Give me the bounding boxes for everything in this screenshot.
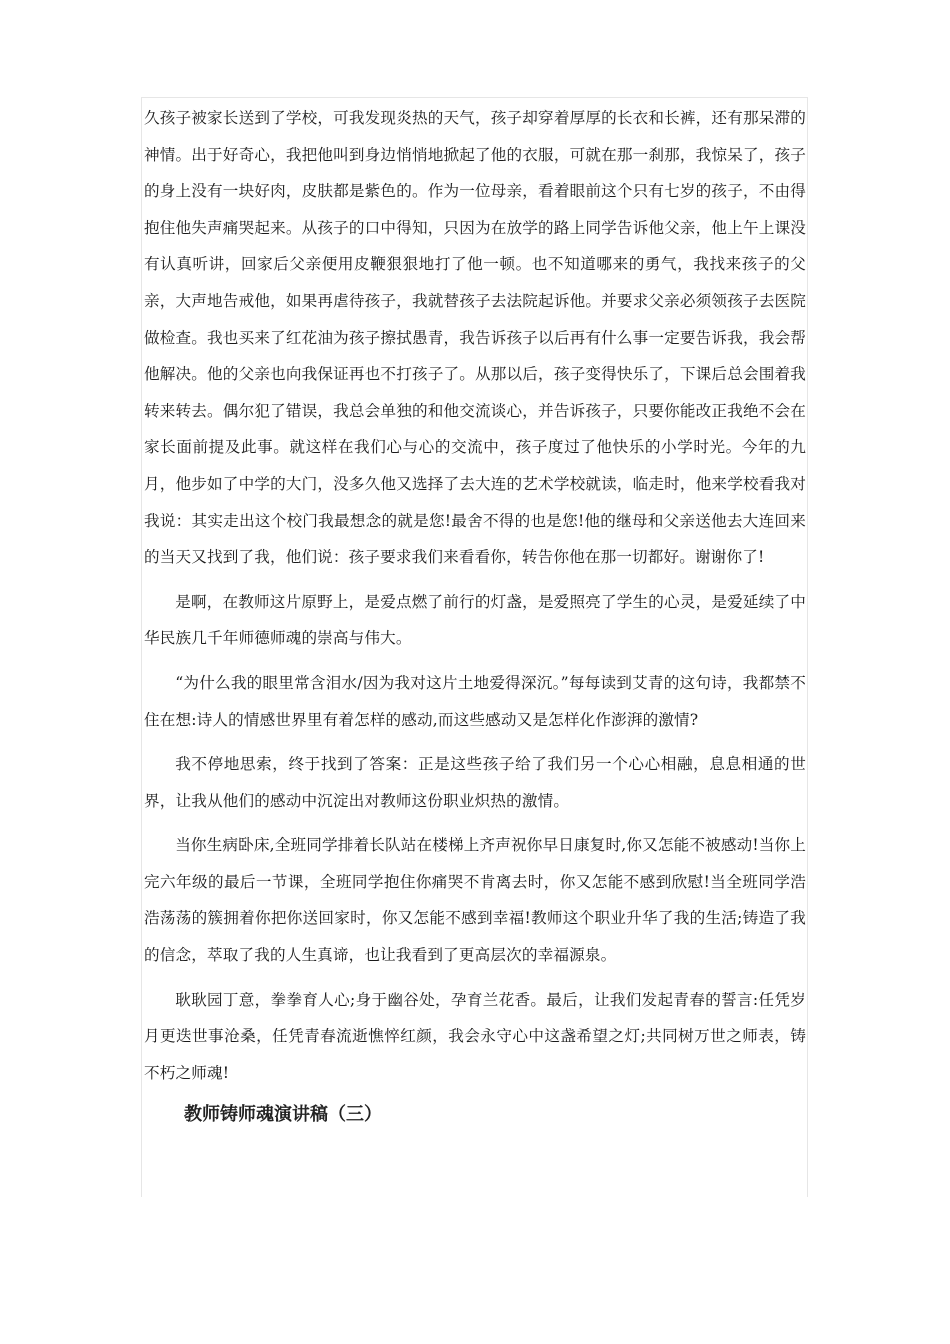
section-heading: 教师铸师魂演讲稿（三） [184, 1104, 382, 1126]
paragraph-1: 久孩子被家长送到了学校，可我发现炎热的天气，孩子却穿着厚厚的长衣和长裤，还有那呆滞的神情。出于好奇心，我把他叫到身边悄悄地掀起了他的衣服，可就在那一刹那，我惊呆了，孩子的身上没有一块好肉，皮肤都是紫色的。作为一位母亲，看着眼前这个只有七岁的孩子，不由得抱住他失声痛哭起来。从孩子的口中得知，只因为在放学的路上同学告诉他父亲，他上午上课没有认真听讲，回家后父亲便用皮鞭狠狠地打了他一顿。也不知道哪来的勇气，我找来孩子的父亲，大声地告戒他，如果再虐待孩子，我就替孩子去法院起诉他。并要求父亲必须领孩子去医院做检查。我也买来了红花油为孩子擦拭愚青，我告诉孩子以后再有什么事一定要告诉我，我会帮他解决。他的父亲也向我保证再也不打孩子了。从那以后，孩子变得快乐了，下课后总会围着我转来转去。偶尔犯了错误，我总会单独的和他交流谈心，并告诉孩子，只要你能改正我绝不会在家长面前提及此事。就这样在我们心与心的交流中，孩子度过了他快乐的小学时光。今年的九月，他步如了中学的大门，没多久他又选择了去大连的艺术学校就读，临走时，他来学校看我对我说：其实走出这个校门我最想念的就是您!最舍不得的也是您!他的继母和父亲送他去大连回来的当天又找到了我，他们说：孩子要求我们来看看你，转告你他在那一切都好。谢谢你了! [144, 109, 806, 567]
paragraph-3: “为什么我的眼里常含泪水/因为我对这片土地爱得深沉。”每每读到艾青的这句诗，我都禁不住在想:诗人的情感世界里有着怎样的感动,而这些感动又是怎样化作澎湃的激情? [144, 673, 806, 729]
paragraph-6: 耿耿园丁意，拳拳育人心;身于幽谷处，孕育兰花香。最后，让我们发起青春的誓言:任凭岁月更迭世事沧桑，任凭青春流逝憔悴红颜，我会永守心中这盏希望之灯;共同树万世之师表，铸不朽之师魂! [144, 990, 806, 1082]
paragraph-5: 当你生病卧床,全班同学排着长队站在楼梯上齐声祝你早日康复时,你又怎能不被感动!当你上完六年级的最后一节课，全班同学抱住你痛哭不肯离去时，你又怎能不感到欣慰!当全班同学浩浩荡荡的簇拥着你把你送回家时，你又怎能不感到幸福!教师这个职业升华了我的生活;铸造了我的信念，萃取了我的人生真谛，也让我看到了更高层次的幸福源泉。 [144, 836, 806, 965]
document-body [144, 100, 806, 1133]
paragraph-4: 我不停地思索，终于找到了答案：正是这些孩子给了我们另一个心心相融，息息相通的世界，让我从他们的感动中沉淀出对教师这份职业炽热的激情。 [144, 755, 806, 810]
paragraph-2: 是啊，在教师这片原野上，是爱点燃了前行的灯盏，是爱照亮了学生的心灵，是爱延续了中华民族几千年师德师魂的崇高与伟大。 [144, 592, 806, 648]
